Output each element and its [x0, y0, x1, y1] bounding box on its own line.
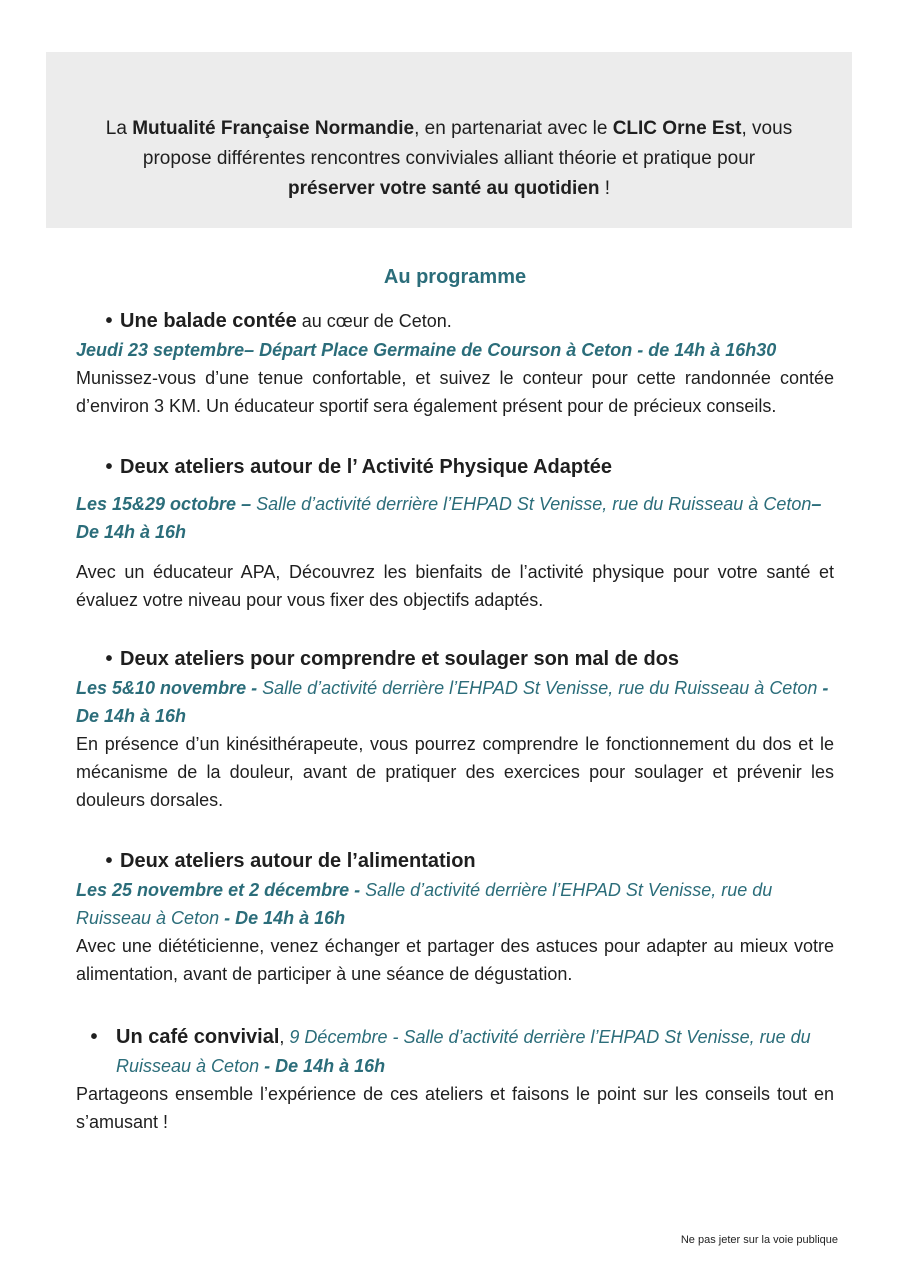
bullet-icon: •	[105, 850, 113, 872]
date-text: Les 5&10 novembre -	[76, 678, 263, 698]
bullet-icon: •	[105, 310, 113, 332]
event-date	[76, 674, 834, 730]
intro-text: La	[105, 118, 133, 139]
event-description: Partageons ensemble l’expérience de ces ateliers et faisons le point sur les conseils tout en s’amusant !	[76, 1084, 834, 1132]
event-header	[90, 1022, 834, 1080]
event-date	[76, 336, 834, 364]
date-place: Place Germaine de Courson	[321, 340, 562, 360]
bullet-icon: •	[105, 648, 113, 670]
event-description: Avec une diététicienne, venez échanger et partager des astuces pour adapter au mieux votre alimentation, avant de participer à une séance de dégustation.	[76, 936, 834, 984]
date-place: Salle d’activité derrière l’EHPAD St Venisse, rue du Ruisseau à Ceton	[116, 1027, 811, 1076]
event-title	[90, 1026, 280, 1048]
date-place: Salle d’activité derrière l’EHPAD St Venisse, rue du Ruisseau à Ceton	[256, 494, 812, 514]
intro-highlight: préserver votre santé au quotidien	[287, 178, 600, 199]
event-title-text: Deux ateliers pour comprendre et soulager son mal de dos	[120, 648, 680, 670]
event-title-text: Deux ateliers autour de l’alimentation	[120, 850, 476, 872]
intro-line-3	[76, 174, 822, 204]
event-date	[76, 490, 834, 546]
organization-name: Mutualité Française Normandie	[132, 118, 415, 139]
event-title-text: Une balade contée	[120, 310, 297, 332]
event-title	[98, 644, 834, 674]
event-apa	[76, 452, 834, 614]
date-text: Les 25 novembre et 2 décembre -	[76, 880, 366, 900]
partner-name: CLIC Orne Est	[612, 118, 742, 139]
event-dos	[76, 644, 834, 814]
event-description: Avec un éducateur APA, Découvrez les bienfaits de l’activité physique pour votre santé et évaluez votre niveau pour vous fixer des objectifs adaptés.	[76, 562, 834, 610]
date-time: - De 14h à 16h	[76, 678, 829, 726]
event-balade	[76, 306, 834, 420]
event-title-text: Un café convivial	[116, 1026, 280, 1048]
bullet-icon: •	[90, 1026, 98, 1048]
intro-text: !	[599, 178, 611, 199]
intro-line-2: propose différentes rencontres conviviales alliant théorie et pratique pour	[142, 148, 756, 169]
event-title-tail: au cœur de Ceton.	[296, 311, 452, 331]
event-title-tail: ,	[279, 1027, 290, 1047]
event-title	[98, 846, 834, 876]
date-place: Salle d’activité derrière l’EHPAD St Venisse, rue du Ruisseau à Ceton	[76, 880, 773, 928]
date-text: Jeudi 23 septembre– Départ	[76, 340, 322, 360]
date-time: - De 14h à 16h	[219, 908, 346, 928]
intro-line-1	[76, 114, 822, 144]
event-alimentation	[76, 846, 834, 988]
intro-text: , vous	[741, 118, 793, 139]
bullet-icon: •	[105, 456, 113, 478]
date-text: 9 Décembre -	[289, 1027, 404, 1047]
date-time: - De 14h à 16h	[259, 1056, 386, 1076]
date-place: Salle d’activité derrière l’EHPAD St Venisse, rue du Ruisseau à Ceton	[262, 678, 818, 698]
event-description: En présence d’un kinésithérapeute, vous pourrez comprendre le fonctionnement du dos et le mécanisme de la douleur, avant de pratiquer des exercices pour soulager et prévenir les douleurs dorsales.	[76, 734, 834, 810]
event-title-text: Deux ateliers autour de l’ Activité Physique Adaptée	[120, 456, 613, 478]
event-title	[98, 306, 834, 336]
footer-note: Ne pas jeter sur la voie publique	[680, 1234, 838, 1246]
program-heading: Au programme	[383, 266, 527, 288]
event-cafe	[76, 1022, 834, 1136]
event-date	[76, 876, 834, 932]
event-description: Munissez-vous d’une tenue confortable, et suivez le conteur pour cette randonnée contée d’environ 3 KM. Un éducateur sportif sera également présent pour de précieux conseils.	[76, 368, 834, 416]
date-time: – De 14h à 16h	[76, 494, 822, 542]
date-text: Les 15&29 octobre –	[76, 494, 257, 514]
date-time: à Ceton - de 14h à 16h30	[561, 340, 777, 360]
intro-box	[46, 52, 852, 228]
event-title	[98, 452, 834, 482]
intro-text: , en partenariat avec le	[414, 118, 613, 139]
